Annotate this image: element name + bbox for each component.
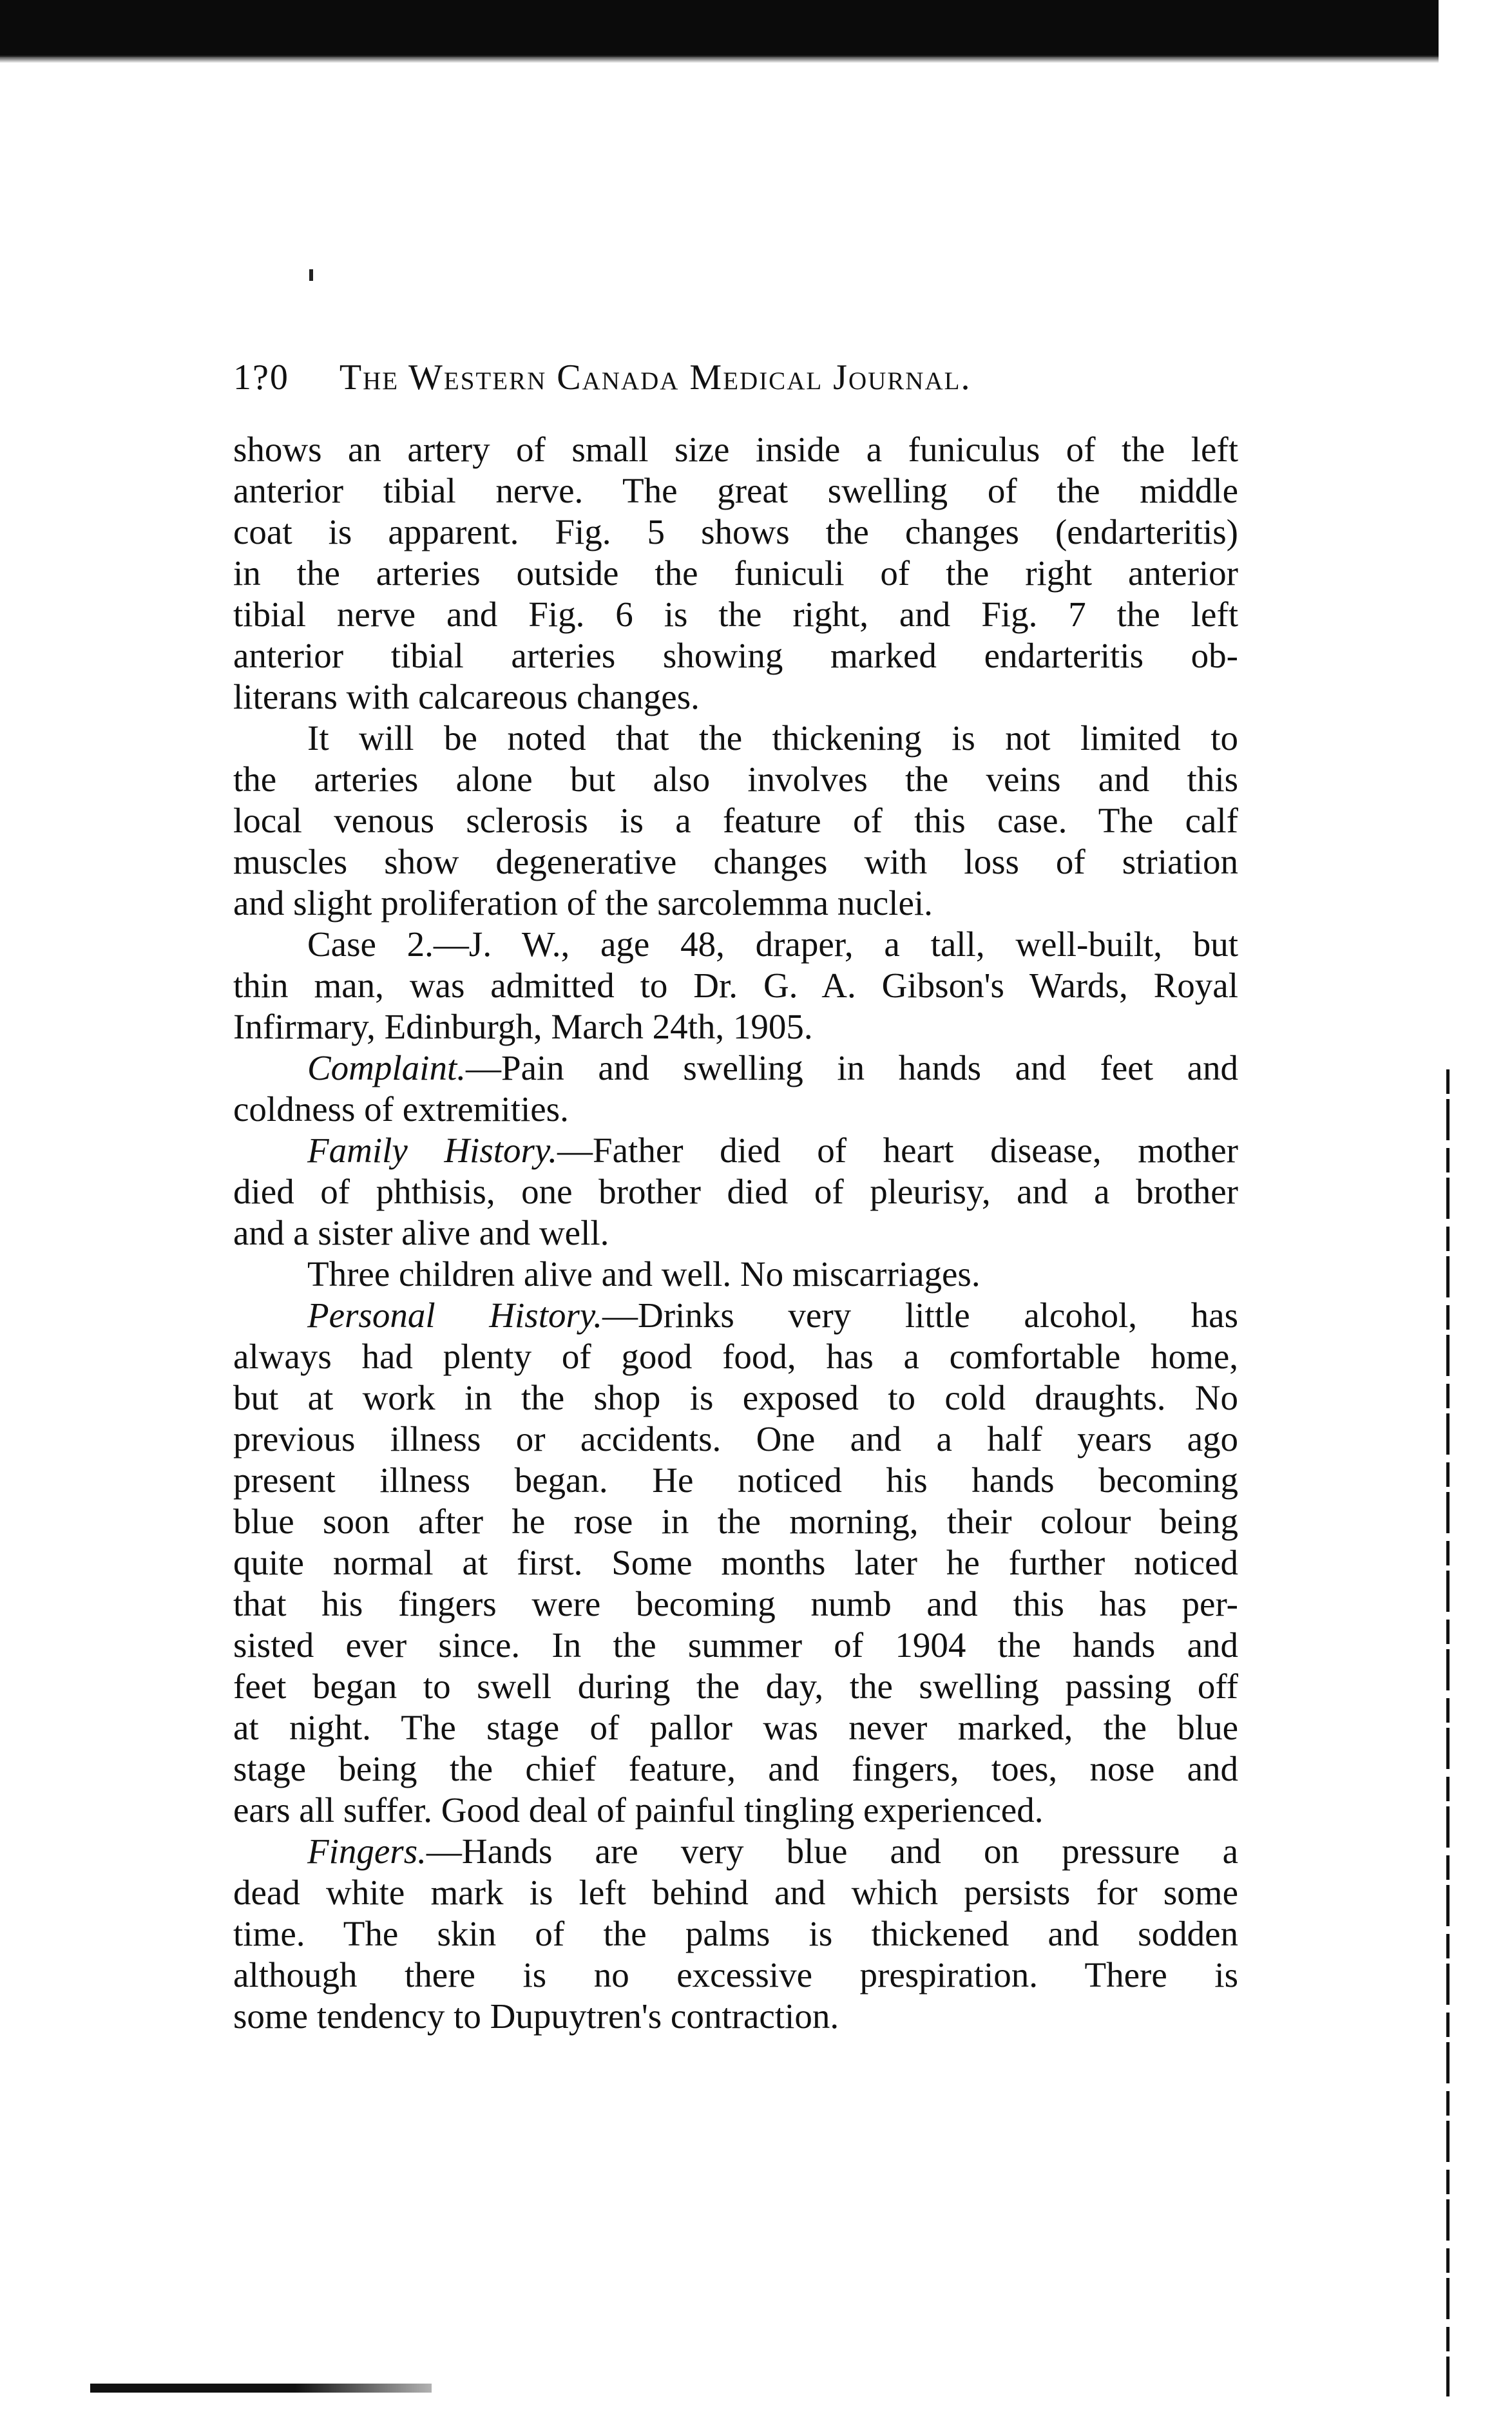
text-line [233, 1006, 1238, 1047]
text-line [233, 1955, 1238, 1996]
line-text: in the arteries outside the funiculi of the right anterior [233, 553, 1238, 593]
scan-bottom-mark [90, 2384, 432, 2393]
text-line [233, 1336, 1238, 1377]
section-lead: Fingers. [307, 1831, 426, 1871]
line-text: stage being the chief feature, and fingers, toes, nose and [233, 1749, 1238, 1788]
text-line [233, 470, 1238, 512]
text-line [233, 1583, 1238, 1625]
line-text: feet began to swell during the day, the swelling passing off [233, 1667, 1238, 1706]
line-text: died of phthisis, one brother died of pleurisy, and a brother [233, 1172, 1238, 1211]
line-text: local venous sclerosis is a feature of this case. The calf [233, 801, 1238, 840]
line-text: time. The skin of the palms is thickened and sodden [233, 1914, 1238, 1953]
scan-speck [309, 269, 313, 281]
line-text: that his fingers were becoming numb and this has per- [233, 1584, 1238, 1623]
scan-right-edge [1446, 1069, 1450, 2396]
line-text: dead white mark is left behind and which persists for some [233, 1873, 1238, 1912]
text-line [233, 1913, 1238, 1955]
text-line [233, 1171, 1238, 1212]
section-lead: Family History. [307, 1131, 558, 1170]
line-text: thin man, was admitted to Dr. G. A. Gibson's Wards, Royal [233, 966, 1238, 1005]
line-text: —Hands are very blue and on pressure a [426, 1831, 1238, 1871]
line-text: sisted ever since. In the summer of 1904 the hands and [233, 1625, 1238, 1665]
line-text: —Pain and swelling in hands and feet and [466, 1048, 1238, 1087]
text-line [233, 759, 1238, 800]
text-line [233, 1501, 1238, 1542]
scan-top-border [0, 0, 1439, 57]
line-text: coldness of extremities. [233, 1089, 569, 1129]
line-text: although there is no excessive prespiration. There is [233, 1955, 1238, 1994]
text-line [233, 883, 1238, 924]
line-text: quite normal at first. Some months later he further noticed [233, 1543, 1238, 1582]
text-line [233, 1460, 1238, 1501]
text-line [233, 1130, 1238, 1171]
line-text: Infirmary, Edinburgh, March 24th, 1905. [233, 1007, 813, 1046]
line-text: Three children alive and well. No miscarriages. [307, 1254, 981, 1294]
article-body [233, 429, 1238, 2037]
section-lead: Personal History. [307, 1296, 603, 1335]
line-text: some tendency to Dupuytren's contraction. [233, 1996, 839, 2036]
line-text: at night. The stage of pallor was never marked, the blue [233, 1708, 1238, 1747]
text-line [233, 1212, 1238, 1254]
line-text: ears all suffer. Good deal of painful tingling experienced. [233, 1790, 1044, 1830]
line-text: and a sister alive and well. [233, 1213, 609, 1252]
text-line [233, 841, 1238, 883]
text-line [233, 1625, 1238, 1666]
text-line [233, 1419, 1238, 1460]
text-line [233, 1377, 1238, 1419]
line-text: previous illness or accidents. One and a half years ago [233, 1419, 1238, 1458]
text-line [233, 553, 1238, 594]
text-line [233, 429, 1238, 470]
text-line [233, 635, 1238, 676]
text-line [233, 1748, 1238, 1790]
line-text: muscles show degenerative changes with loss of striation [233, 842, 1238, 881]
running-header [233, 352, 1238, 403]
line-text: anterior tibial nerve. The great swelling of the middle [233, 471, 1238, 510]
text-line [233, 676, 1238, 718]
line-text: always had plenty of good food, has a comfortable home, [233, 1337, 1238, 1376]
text-line [233, 1996, 1238, 2037]
line-text: anterior tibial arteries showing marked endarteritis ob- [233, 636, 1238, 675]
line-text: shows an artery of small size inside a funiculus of the left [233, 430, 1238, 469]
text-line [233, 800, 1238, 841]
journal-title: The Western Canada Medical Journal. [339, 358, 971, 397]
line-text: Case 2.—J. W., age 48, draper, a tall, well-built, but [307, 924, 1238, 964]
text-line [233, 1295, 1238, 1336]
line-text: blue soon after he rose in the morning, their colour being [233, 1502, 1238, 1541]
section-lead: Complaint. [307, 1048, 466, 1087]
line-text: literans with calcareous changes. [233, 677, 700, 716]
text-line [233, 1707, 1238, 1748]
text-line [233, 1047, 1238, 1089]
text-line [233, 1872, 1238, 1913]
line-text: It will be noted that the thickening is not limited to [307, 718, 1238, 758]
line-text: but at work in the shop is exposed to cold draughts. No [233, 1378, 1238, 1417]
text-line [233, 512, 1238, 553]
text-line [233, 1790, 1238, 1831]
line-text: —Father died of heart disease, mother [557, 1131, 1238, 1170]
text-line [233, 1542, 1238, 1583]
text-line [233, 1254, 1238, 1295]
line-text: present illness began. He noticed his hands becoming [233, 1460, 1238, 1500]
text-line [233, 718, 1238, 759]
line-text: coat is apparent. Fig. 5 shows the changes (endarteritis) [233, 512, 1238, 551]
line-text: tibial nerve and Fig. 6 is the right, and Fig. 7 the left [233, 595, 1238, 634]
text-line [233, 1089, 1238, 1130]
text-line [233, 1666, 1238, 1707]
line-text: and slight proliferation of the sarcolemma nuclei. [233, 883, 933, 923]
text-line [233, 1831, 1238, 1872]
line-text: the arteries alone but also involves the veins and this [233, 760, 1238, 799]
page-number: 1?0 [233, 358, 289, 397]
text-line [233, 965, 1238, 1006]
text-line [233, 924, 1238, 965]
text-line [233, 594, 1238, 635]
line-text: —Drinks very little alcohol, has [602, 1296, 1239, 1335]
